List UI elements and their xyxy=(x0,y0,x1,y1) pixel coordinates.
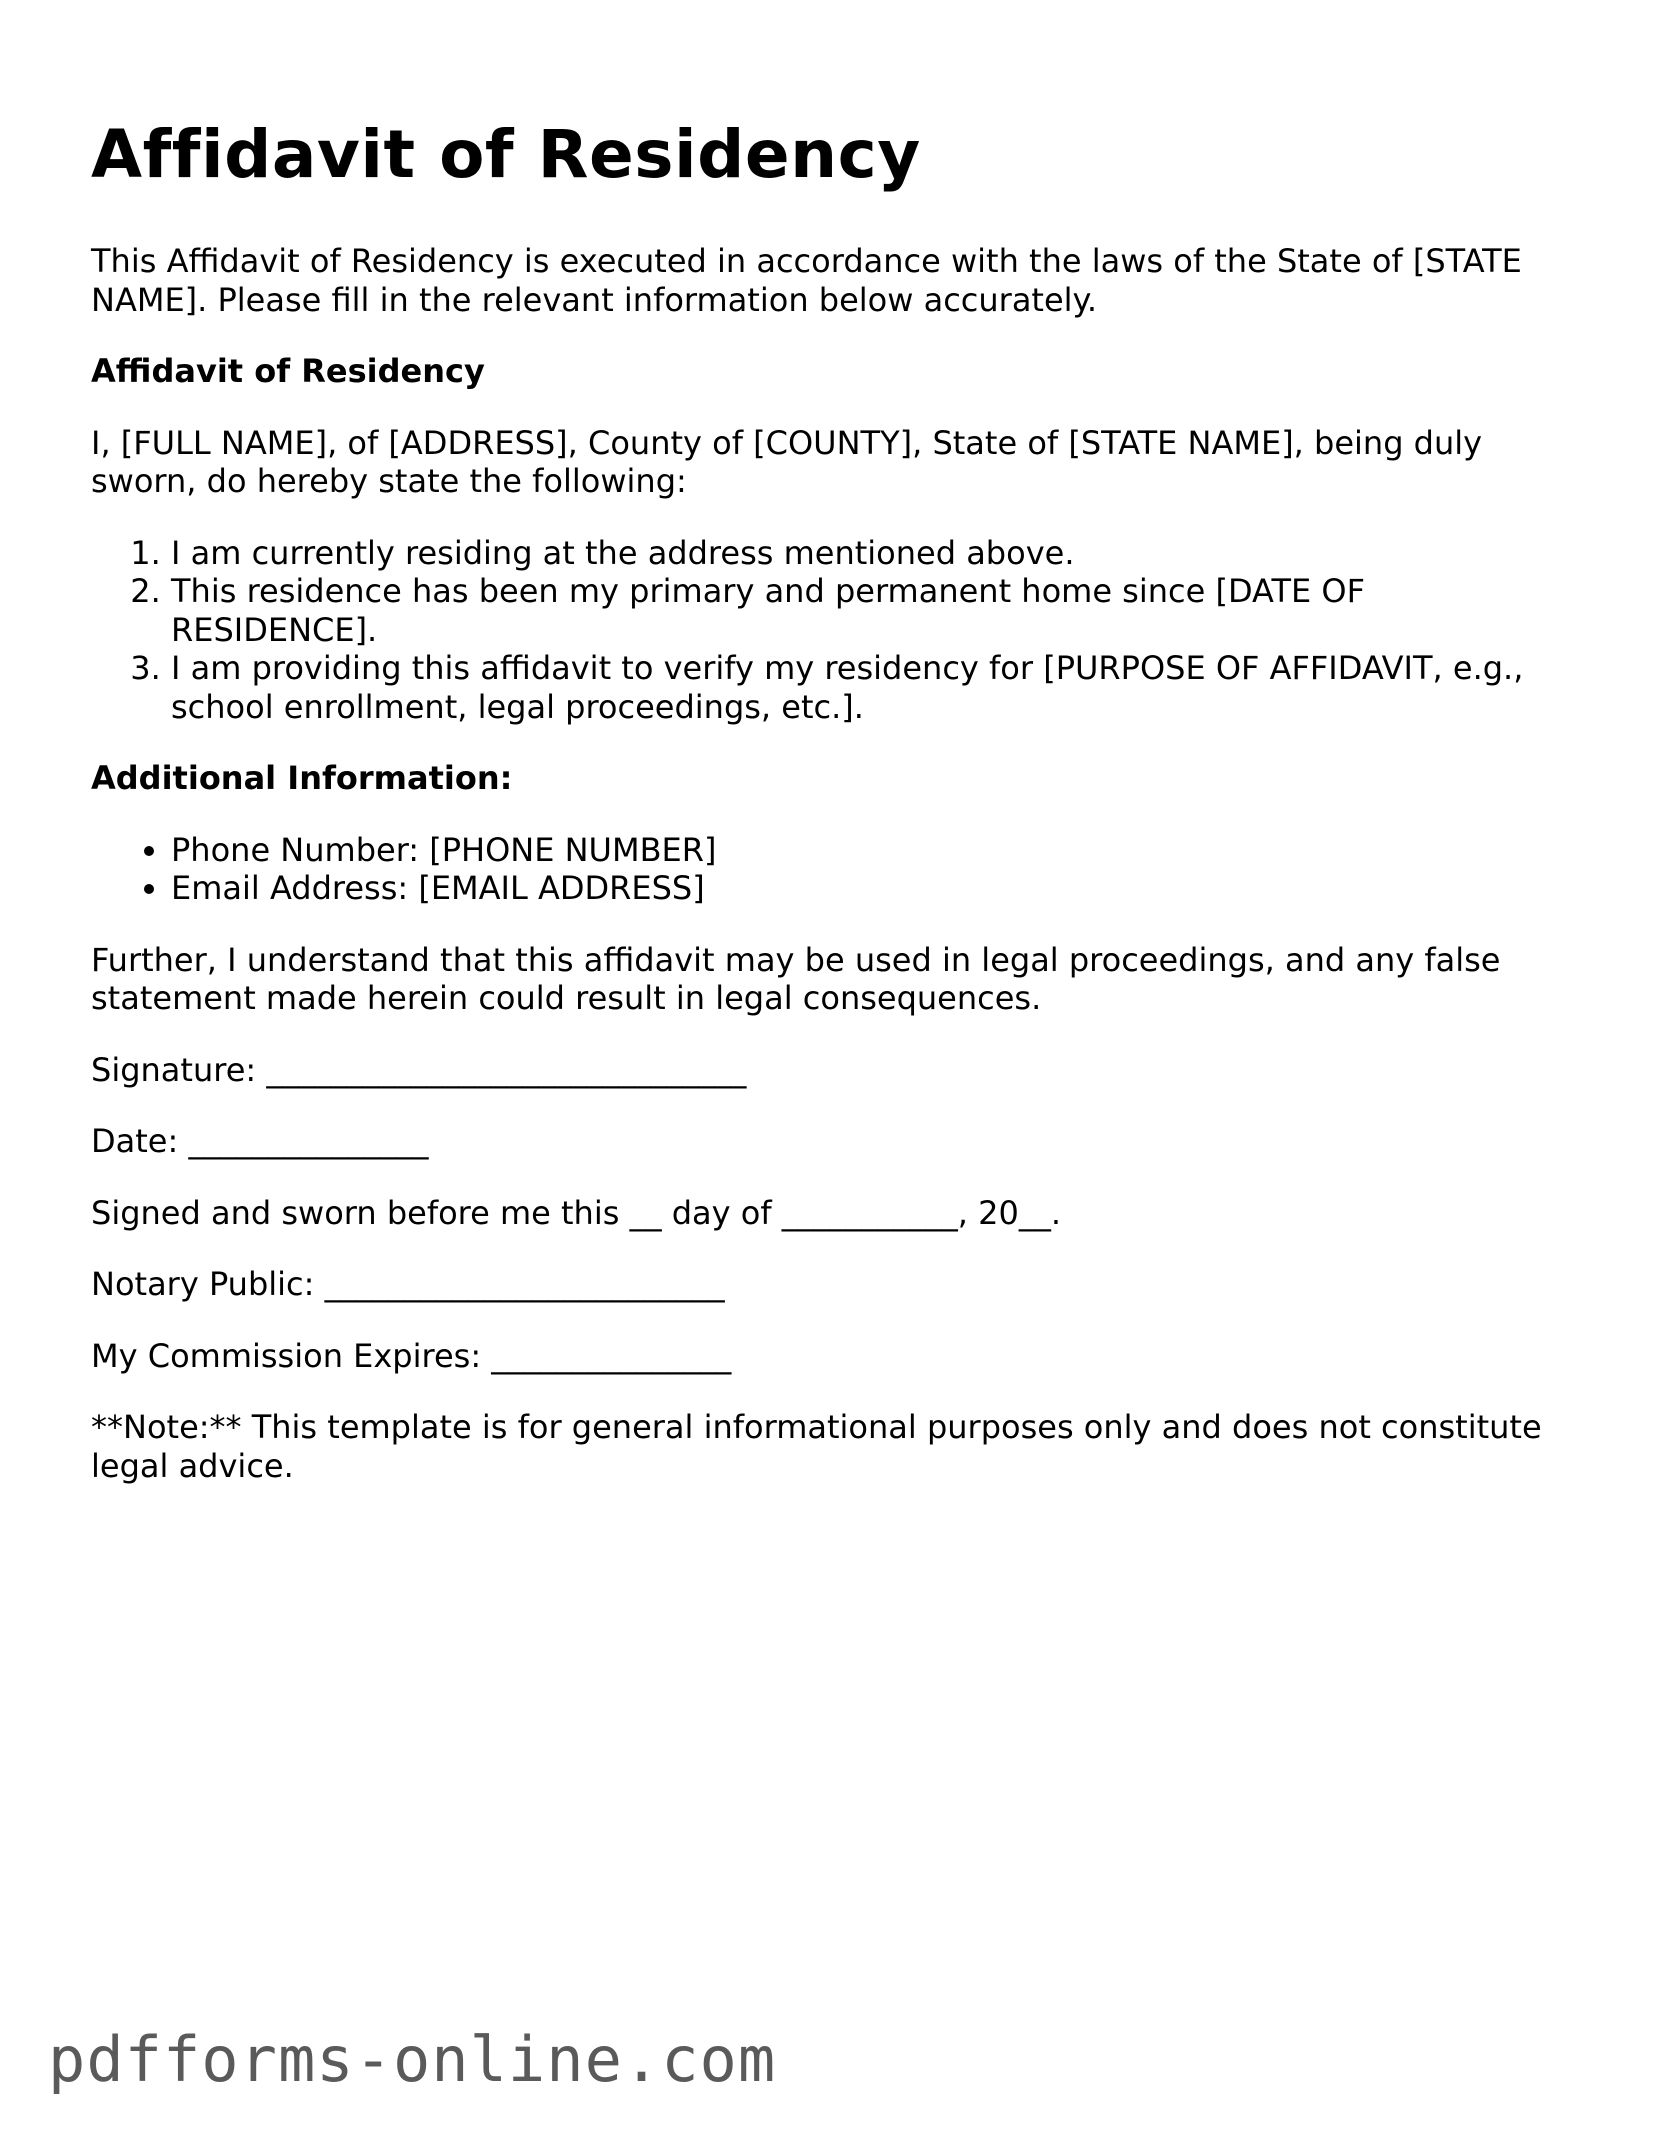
statement-paragraph: I, [FULL NAME], of [ADDRESS], County of [COUNTY], State of [STATE NAME], being duly sworn, do hereby state the following: xyxy=(91,423,1483,500)
signature-line: Signature: ______________________________ xyxy=(91,1050,747,1089)
date-line: Date: _______________ xyxy=(91,1122,429,1160)
document-title: Affidavit of Residency xyxy=(91,116,921,193)
document-page xyxy=(91,110,1581,1518)
additional-info-list xyxy=(91,831,1581,908)
list-item: 2. This residence has been my primary and permanent home since [DATE OF RESIDENCE]. xyxy=(171,572,1581,649)
list-item: • Email Address: [EMAIL ADDRESS] xyxy=(171,869,1581,908)
list-item: • Phone Number: [PHONE NUMBER] xyxy=(171,831,1581,870)
sworn-line: Signed and sworn before me this __ day of ___________, 20__. xyxy=(91,1193,1062,1232)
list-item: 1. I am currently residing at the address mentioned above. xyxy=(171,534,1581,573)
commission-line: My Commission Expires: _______________ xyxy=(91,1336,732,1375)
further-paragraph: Further, I understand that this affidavit may be used in legal proceedings, and any false statement made herein could result in legal consequences. xyxy=(91,940,1501,1017)
watermark-text: pdfforms-online.com xyxy=(48,2023,777,2096)
notary-line: Notary Public: _________________________ xyxy=(91,1265,725,1303)
list-item: 3. I am providing this affidavit to verify my residency for [PURPOSE OF AFFIDAVIT, e.g., school enrollment, legal proceedings, etc.]. xyxy=(171,649,1581,726)
note-paragraph: **Note:** This template is for general informational purposes only and does not constitute legal advice. xyxy=(91,1408,1542,1485)
additional-info-heading: Additional Information: xyxy=(91,759,513,797)
section-heading: Affidavit of Residency xyxy=(91,352,485,390)
statements-list xyxy=(91,534,1581,727)
intro-paragraph: This Affidavit of Residency is executed in accordance with the laws of the State of [STATE NAME]. Please fill in the relevant information below accurately. xyxy=(91,242,1522,319)
